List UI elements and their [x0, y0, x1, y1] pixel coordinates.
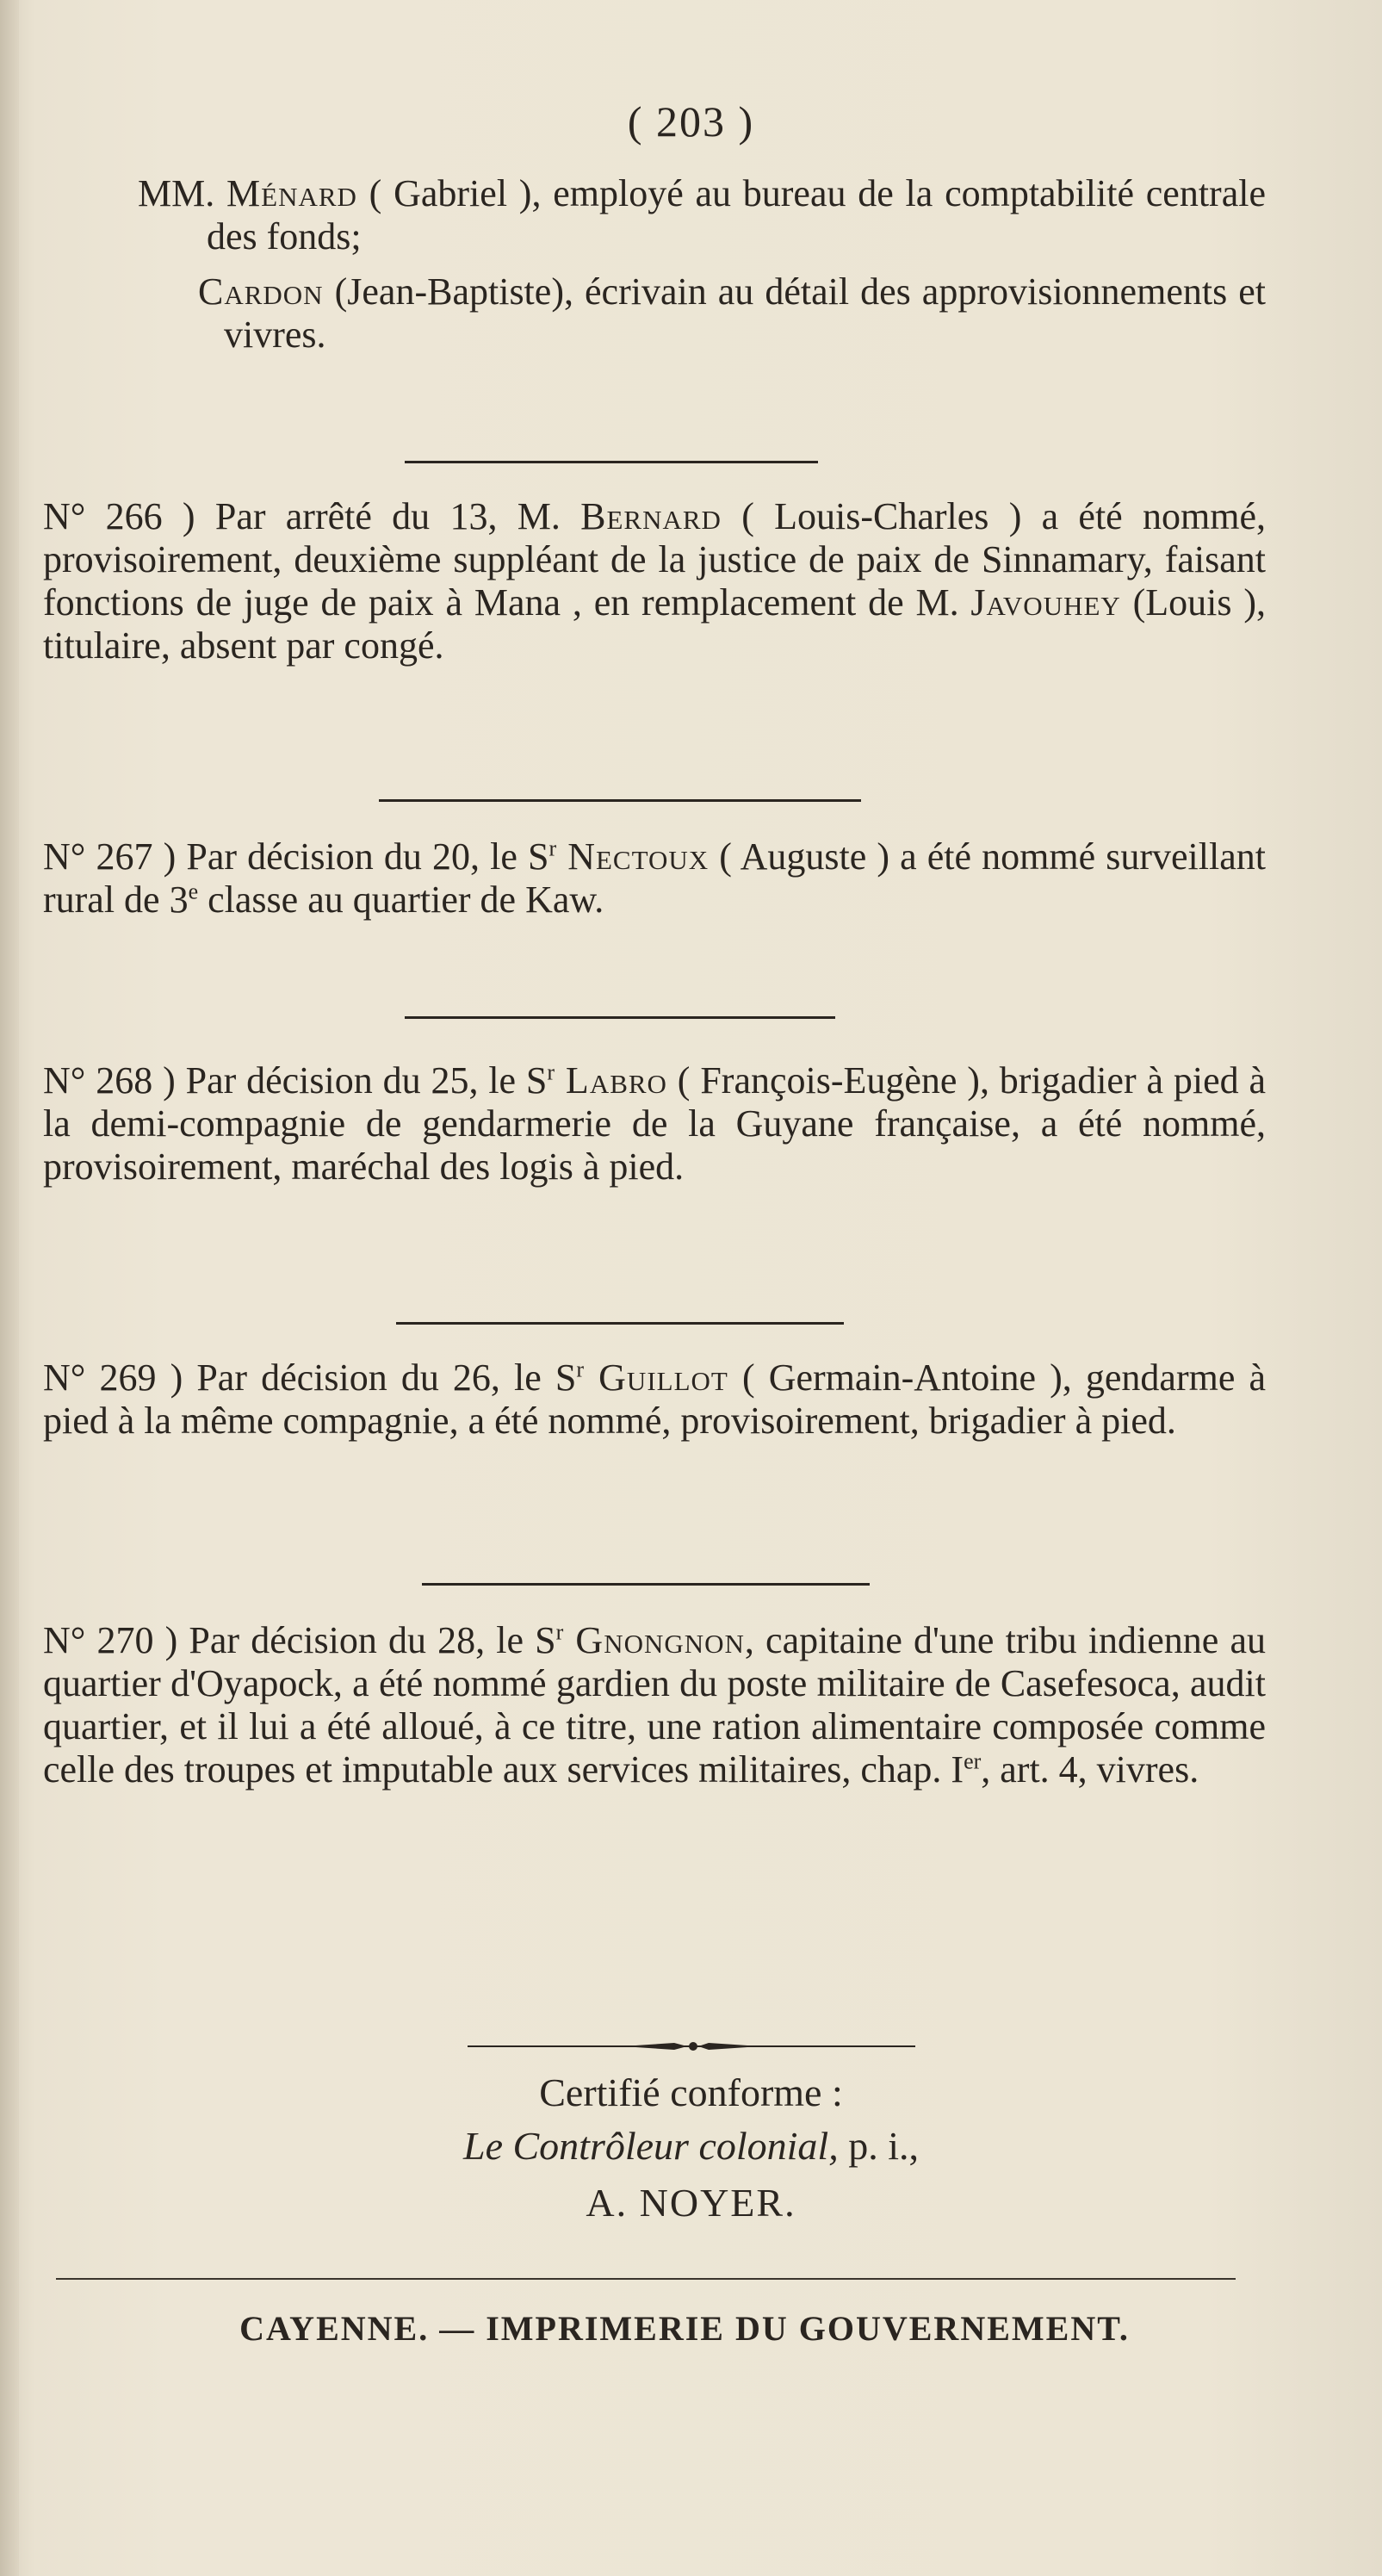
decree-text: , art. 4, vivres. — [981, 1748, 1199, 1791]
name-menard: Ménard — [226, 172, 357, 214]
decree-266 — [43, 495, 1266, 667]
decree-text: Par décision du 26, le S — [183, 1356, 577, 1399]
signatory-role — [0, 2120, 1382, 2172]
decree-266-text — [43, 495, 1266, 667]
entry-menard-text: ( Gabriel ), employé au bureau de la comptabilité centrale des fonds; — [207, 172, 1266, 258]
decree-270-text — [43, 1619, 1266, 1791]
decree-268 — [43, 1059, 1266, 1189]
decree-268-text — [43, 1059, 1266, 1189]
decree-text: Par décision du 25, le S — [175, 1059, 548, 1102]
page-number: ( 203 ) — [627, 97, 755, 146]
entry-cardon — [43, 270, 1266, 357]
superscript: r — [555, 1619, 564, 1645]
superscript: r — [547, 1059, 555, 1085]
decree-269-text — [43, 1356, 1266, 1443]
decree-text: classe au quartier de Kaw. — [198, 878, 604, 921]
separator-rule — [405, 1016, 835, 1019]
name-nectoux: Nectoux — [556, 835, 710, 878]
separator-rule — [396, 1322, 844, 1325]
certification: Certifié conforme : — [539, 2070, 843, 2114]
decree-number: N° 267 ) — [43, 835, 177, 878]
decree-267 — [43, 835, 1266, 922]
decree-text: Par décision du 20, le S — [176, 835, 549, 878]
mm-prefix: MM. — [138, 172, 215, 214]
ornament-divider-icon — [468, 2038, 915, 2055]
superscript: r — [576, 1356, 585, 1382]
decree-270 — [43, 1619, 1266, 1791]
decree-text: ( Germain-Antoine ), gendarme à pied à la même compagnie, a été nommé, provisoirement, brigadier à pied. — [43, 1356, 1267, 1442]
decree-text: (Louis ), titulaire, absent par congé. — [43, 581, 1266, 667]
name-gnongnon: Gnongnon — [563, 1619, 745, 1661]
entry-cardon-text: (Jean-Baptiste), écrivain au détail des approvisionnements et vivres. — [224, 270, 1266, 356]
decree-267-text — [43, 835, 1266, 922]
name-javouhey: Javouhey — [970, 581, 1121, 624]
separator-rule — [422, 1583, 870, 1586]
staff-list — [43, 172, 1266, 357]
ornament-divider — [0, 2033, 1382, 2062]
printer-imprint: CAYENNE. — IMPRIMERIE DU GOUVERNEMENT. — [239, 2309, 1130, 2348]
superscript: er — [964, 1748, 982, 1774]
signatory-role-title: Le Contrôleur colonial, — [462, 2124, 839, 2168]
decree-text: ( Louis-Charles ) a été nommé, provisoirement, deuxième suppléant de la justice de paix de Sinnamary, faisant fonctions de juge de paix à Mana , en remplacement de M. — [43, 495, 1266, 624]
signatory-role-suffix: p. i., — [838, 2124, 919, 2168]
decree-number: N° 268 ) — [43, 1059, 176, 1102]
separator-rule — [379, 799, 861, 802]
separator-rule — [405, 461, 818, 463]
decree-text: , capitaine d'une tribu indienne au quartier d'Oyapock, a été nommé gardien du poste militaire de Casefesoca, audit quartier, et il lui a été alloué, à ce titre, une ration alimentaire composée comme celle des troupes et imputable aux services militaires, chap. I — [43, 1619, 1266, 1791]
decree-269 — [43, 1356, 1266, 1443]
superscript: e — [188, 878, 199, 904]
name-bernard: Bernard — [580, 495, 722, 537]
footer-rule — [56, 2278, 1236, 2280]
decree-number: N° 270 ) — [43, 1619, 178, 1661]
name-guillot: Guillot — [584, 1356, 728, 1399]
name-labro: Labro — [555, 1059, 667, 1102]
superscript: r — [548, 835, 557, 861]
decree-text: ( François-Eugène ), brigadier à pied à la demi-compagnie de gendarmerie de la Guyane française, a été nommé, provisoirement, maréchal des logis à pied. — [43, 1059, 1267, 1188]
decree-text: Par arrêté du 13, M. — [195, 495, 581, 537]
signatory-name: A. NOYER. — [586, 2181, 796, 2225]
decree-text: Par décision du 28, le S — [177, 1619, 556, 1661]
decree-text: ( Auguste ) a été nommé surveillant rural de 3 — [43, 835, 1266, 921]
decree-number: N° 269 ) — [43, 1356, 183, 1399]
name-cardon: Cardon — [198, 270, 324, 313]
entry-menard — [43, 172, 1266, 258]
decree-number: N° 266 ) — [43, 495, 195, 537]
